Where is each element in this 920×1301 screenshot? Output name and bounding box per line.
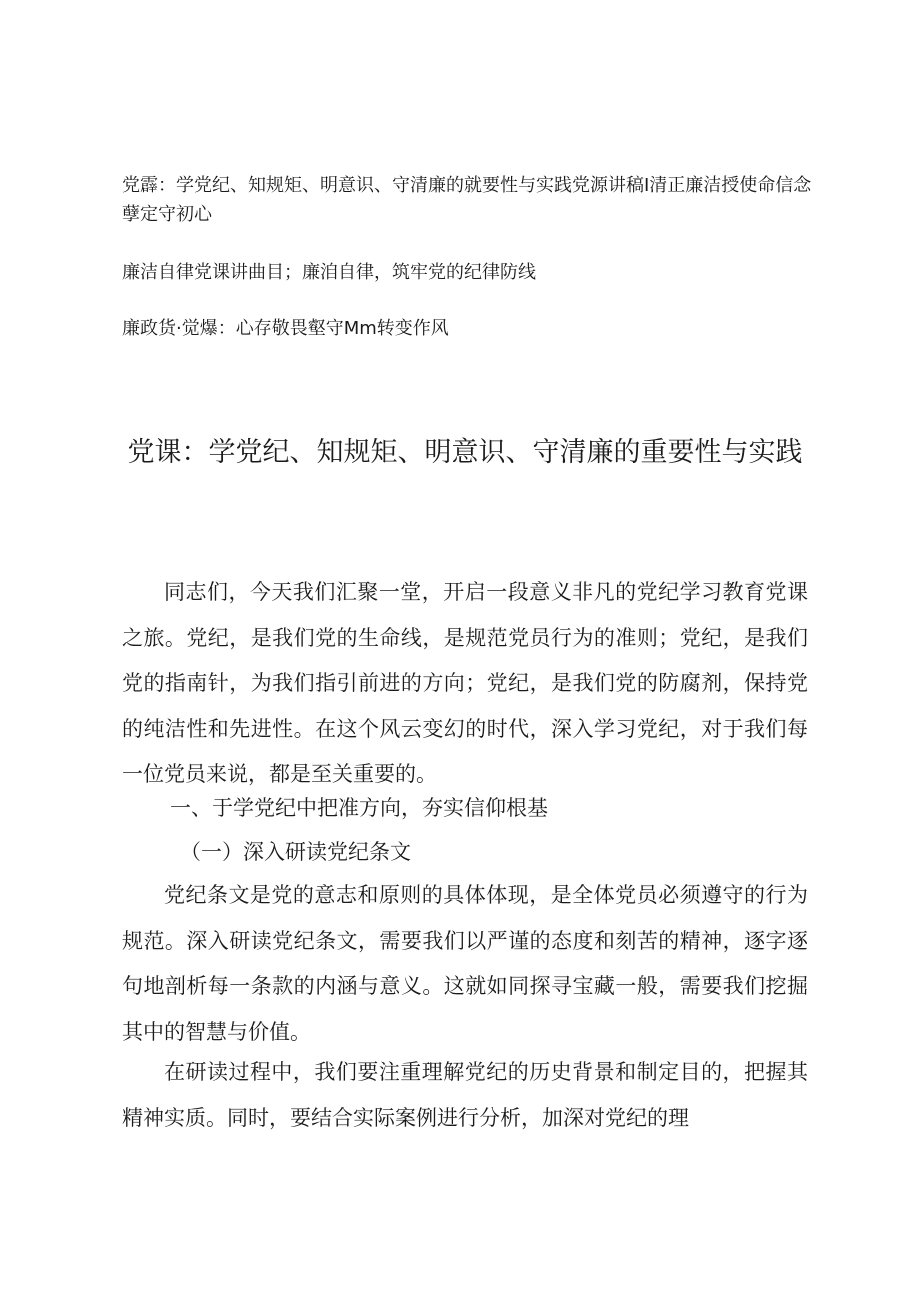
- section-1-heading: 一、于学党纪中把准方向，夯实信仰根基: [170, 796, 548, 820]
- body-paragraph-3: 在研读过程中，我们要注重理解党纪的历史背景和制定目的，把握其精神实质。同时，要结合实际案例进行分析，加深对党纪的理: [122, 1060, 808, 1130]
- document-title: 党课：学党纪、知规矩、明意识、守清廉的重要性与实践: [127, 437, 803, 468]
- toc-entry-3: 廉政货·觉爆：心存敬畏壑守Mm转变作风: [122, 318, 449, 339]
- toc-entry-1: 党霹：学党纪、知规矩、明意识、守清廉的就要性与实践党源讲稿I清正廉洁授使命信念孽定守初心: [122, 175, 812, 225]
- body-paragraph-2: 党纪条文是党的意志和原则的具体体现，是全体党员必须遵守的行为规范。深入研读党纪条文，需要我们以严谨的态度和刻苦的精神，逐字逐句地剖析每一条款的内涵与意义。这就如同探寻宝藏一般，需要我们挖掘其中的智慧与价值。: [122, 883, 808, 1044]
- intro-paragraph: 同志们，今天我们汇聚一堂，开启一段意义非凡的党纪学习教育党课之旅。党纪，是我们党的生命线，是规范党员行为的准则；党纪，是我们党的指南针，为我们指引前进的方向；党纪，是我们党的防腐剂，保持党的纯洁性和先进性。在这个风云变幻的时代，深入学习党纪，对于我们每一位党员来说，都是至关重要的。: [122, 580, 808, 786]
- toc-entry-2: 廉洁自律党课讲曲目；廉洎自律，筑牢党的纪律防线: [122, 262, 536, 283]
- subsection-1-heading: （一）深入研读党纪条文: [180, 840, 411, 864]
